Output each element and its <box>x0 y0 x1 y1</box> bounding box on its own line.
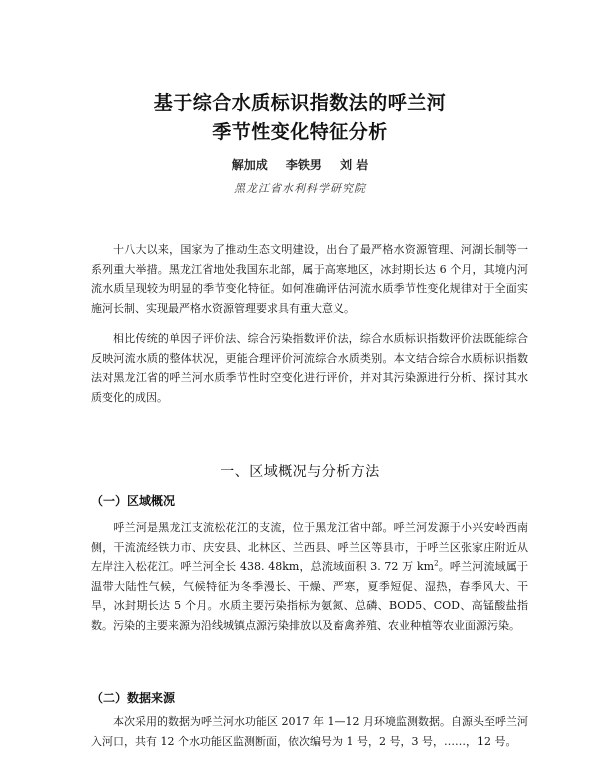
intro-paragraph-2: 相比传统的单因子评价法、综合污染指数评价法，综合水质标识指数评价法既能综合反映河流水质的整体状况，更能合理评价河流综合水质类别。本文结合综合水质标识指数法对黑龙江省的呼兰河水质季节性时空变化进行评价，并对其污染源进行分析、探讨其水质变化的成因。 <box>91 332 528 404</box>
section-heading: 一、区域概况与分析方法 <box>220 464 380 480</box>
subsection-heading-overview: （一）区域概况 <box>91 494 176 508</box>
data-source-paragraph: 本次采用的数据为呼兰河水功能区 2017 年 1—12 月环境监测数据。自源头至呼兰河入河口，共有 12 个水功能区监测断面，依次编号为 1 号，2 号，3 号，……，12 号。 <box>91 715 528 748</box>
author-name: 李铁男 <box>285 158 322 172</box>
overview-text-a: 呼兰河是黑龙江支流松花江的支流，位于黑龙江省中部。呼兰河发源于小兴安岭西南侧，干流流经铁力市、庆安县、北林区、兰西县、呼兰区等县市，于呼兰区张家庄附近从左岸注入松花江。呼兰河全长 438. 48km，总流域面积 3. 72 万 km <box>91 521 528 574</box>
author-name: 刘 岩 <box>340 158 369 172</box>
author-name: 解加成 <box>231 158 268 172</box>
paper-title-line1: 基于综合水质标识指数法的呼兰河 <box>153 92 447 114</box>
area-unit-superscript: 2 <box>434 559 439 568</box>
author-list <box>0 156 600 173</box>
subsection-heading-data-source: （二）数据来源 <box>91 691 176 705</box>
overview-text-b: 。呼兰河流域属于温带大陆性气候，气候特征为冬季漫长、干燥、严寒，夏季短促、湿热，春季风大、干旱，冰封期长达 5 个月。水质主要污染指标为氨氮、总磷、BOD5、COD、高锰酸盐指数。污染的主要来源为沿线城镇点源污染排放以及畜禽养殖、农业种植等农业面源污染。 <box>91 560 529 632</box>
paper-title-line2: 季节性变化特征分析 <box>212 121 388 143</box>
intro-paragraph-1: 十八大以来，国家为了推动生态文明建设，出台了最严格水资源管理、河湖长制等一系列重大举措。黑龙江省地处我国东北部，属于高寒地区，冰封期长达 6 个月，其境内河流水质呈现较为明显的季节变化特征。如何准确评估河流水质季节性变化规律对于全面实施河长制、实现最严格水资源管理要求具有重大意义。 <box>91 243 528 315</box>
affiliation: 黑龙江省水利科学研究院 <box>234 182 366 195</box>
overview-paragraph <box>91 518 528 636</box>
